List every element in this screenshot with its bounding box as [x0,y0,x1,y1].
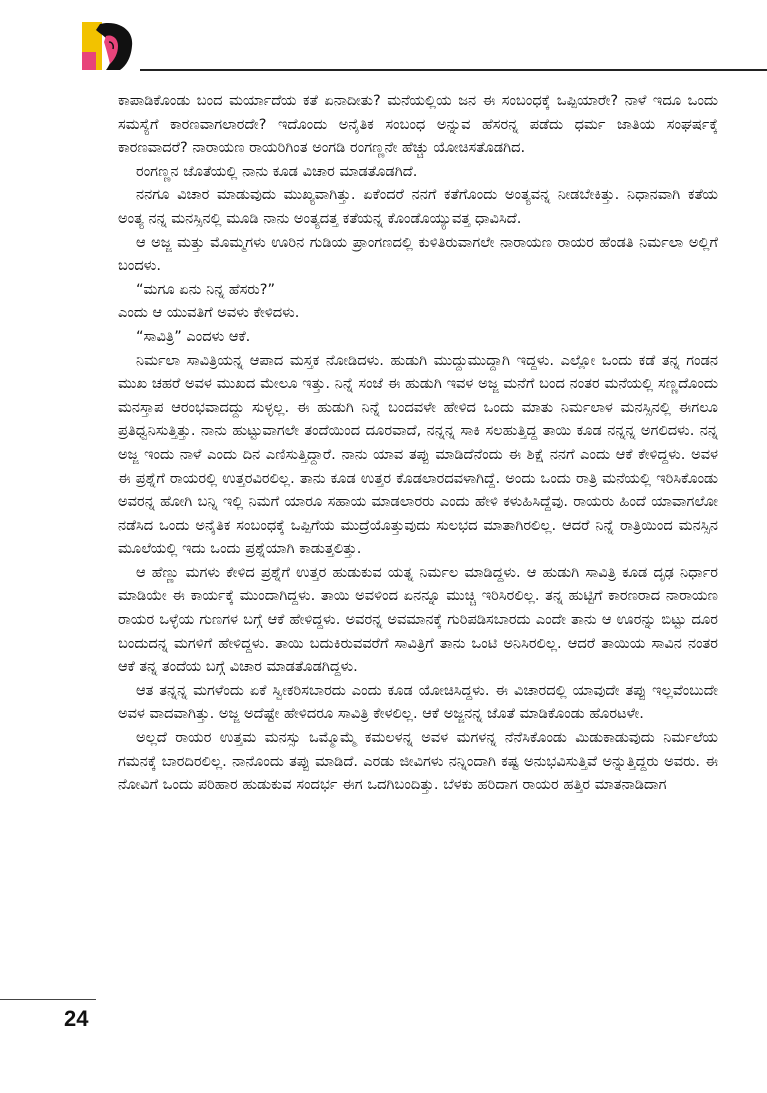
header-rule [140,69,767,71]
woman-portrait-logo-icon [82,22,140,70]
page-number: 24 [64,1006,89,1031]
paragraph: ನನಗೂ ವಿಚಾರ ಮಾಡುವುದು ಮುಖ್ಯವಾಗಿತ್ತು. ಏಕೆಂದರೆ ನನಗೆ ಕತೆಗೊಂದು ಅಂತ್ಯವನ್ನ ನೀಡಬೇಕಿತ್ತು. ನಿಧಾನವಾಗಿ ಕತೆಯ ಅಂತ್ಯ ನನ್ನ ಮನಸ್ಸಿನಲ್ಲಿ ಮೂಡಿ ನಾನು ಅಂತ್ಯದತ್ತ ಕತೆಯನ್ನ ಕೊಂಡೊಯ್ಯುವತ್ತ ಧಾವಿಸಿದೆ. [118,186,718,227]
footer-rule [0,999,96,1000]
paragraph: ಆ ಅಜ್ಜ ಮತ್ತು ಮೊಮ್ಮಗಳು ಊರಿನ ಗುಡಿಯ ಪ್ರಾಂಗಣದಲ್ಲಿ ಕುಳಿತಿರುವಾಗಲೇ ನಾರಾಯಣ ರಾಯರ ಹೆಂಡತಿ ನಿರ್ಮಲಾ ಅಲ್ಲಿಗೆ ಬಂದಳು. [118,233,718,275]
paragraph: “ಮಗೂ ಏನು ನಿನ್ನ ಹೆಸರು?” [136,280,276,298]
paragraph: ಅಲ್ಲದೆ ರಾಯರ ಉತ್ತಮ ಮನಸ್ಸು ಒಮ್ಮೊಮ್ಮೆ ಕಮಲಳನ್ನ ಅವಳ ಮಗಳನ್ನ ನೆನೆಸಿಕೊಂಡು ಮಿಡುಕಾಡುವುದು ನಿರ್ಮಲೆಯ ಗಮನಕ್ಕೆ ಬಾರದಿರಲಿಲ್ಲ. ನಾನೊಂದು ತಪ್ಪು ಮಾಡಿದೆ. ಎರಡು ಜೀವಿಗಳು ನನ್ನಿಂದಾಗಿ ಕಷ್ಟ ಅನುಭವಿಸುತ್ತಿವೆ ಅನ್ನುತ್ತಿದ್ದರು ಅವರು. ಈ ನೋವಿಗೆ ಒಂದು ಪರಿಹಾರ ಹುಡುಕುವ ಸಂದರ್ಭ ಈಗ ಒದಗಿಬಂದಿತ್ತು. ಬೆಳಕು ಹರಿದಾಗ ರಾಯರ ಹತ್ತಿರ ಮಾತನಾಡಿದಾಗ [118,729,718,794]
paragraph: ಆ ಹೆಣ್ಣು ಮಗಳು ಕೇಳಿದ ಪ್ರಶ್ನೆಗೆ ಉತ್ತರ ಹುಡುಕುವ ಯತ್ನ ನಿರ್ಮಲ ಮಾಡಿದ್ದಳು. ಆ ಹುಡುಗಿ ಸಾವಿತ್ರಿ ಕೂಡ ದೃಢ ನಿರ್ಧಾರ ಮಾಡಿಯೇ ಈ ಕಾರ್ಯಕ್ಕೆ ಮುಂದಾಗಿದ್ದಳು. ತಾಯಿ ಅವಳಿಂದ ಏನನ್ನೂ ಮುಚ್ಚಿ ಇರಿಸಿರಲಿಲ್ಲ. ತನ್ನ ಹುಟ್ಟಿಗೆ ಕಾರಣರಾದ ನಾರಾಯಣ ರಾಯರ ಒಳ್ಳೆಯ ಗುಣಗಳ ಬಗ್ಗೆ ಆಕೆ ಹೇಳಿದ್ದಳು. ಅವರನ್ನ ಅವಮಾನಕ್ಕೆ ಗುರಿಪಡಿಸಬಾರದು ಎಂದೇ ತಾನು ಆ ಊರನ್ನು ಬಿಟ್ಟು ದೂರ ಬಂದುದನ್ನ ಮಗಳಿಗೆ ಹೇಳಿದ್ದಳು. ತಾಯಿ ಬದುಕಿರುವವರೆಗೆ ಸಾವಿತ್ರಿಗೆ ತಾನು ಒಂಟಿ ಅನಿಸಿರಲಿಲ್ಲ. ಆದರೆ ತಾಯಿಯ ಸಾವಿನ ನಂತರ ಆಕೆ ತನ್ನ ತಂದೆಯ ಬಗ್ಗೆ ವಿಚಾರ ಮಾಡತೊಡಗಿದ್ದಳು. [118,563,718,676]
paragraph: ನಿರ್ಮಲಾ ಸಾವಿತ್ರಿಯನ್ನ ಆಪಾದ ಮಸ್ತಕ ನೋಡಿದಳು. ಹುಡುಗಿ ಮುದ್ದುಮುದ್ದಾಗಿ ಇದ್ದಳು. ಎಲ್ಲೋ ಒಂದು ಕಡೆ ತನ್ನ ಗಂಡನ ಮುಖ ಚಹರೆ ಅವಳ ಮುಖದ ಮೇಲೂ ಇತ್ತು. ನಿನ್ನೆ ಸಂಜೆ ಈ ಹುಡುಗಿ ಇವಳ ಅಜ್ಜ ಮನೆಗೆ ಬಂದ ನಂತರ ಮನೆಯಲ್ಲಿ ಸಣ್ಣದೊಂದು ಮನಸ್ತಾಪ ಆರಂಭವಾದದ್ದು ಸುಳ್ಳಲ್ಲ. ಈ ಹುಡುಗಿ ನಿನ್ನೆ ಬಂದವಳೇ ಹೇಳಿದ ಒಂದು ಮಾತು ನಿರ್ಮಲಾಳ ಮನಸ್ಸಿನಲ್ಲಿ ಈಗಲೂ ಪ್ರತಿಧ್ವನಿಸುತ್ತಿತ್ತು. ನಾನು ಹುಟ್ಟುವಾಗಲೇ ತಂದೆಯಿಂದ ದೂರವಾದೆ, ನನ್ನನ್ನ ಸಾಕಿ ಸಲಹುತ್ತಿದ್ದ ತಾಯಿ ಕೂಡ ನನ್ನನ್ನ ಅಗಲಿದಳು. ನನ್ನ ಅಜ್ಜ ಇಂದು ನಾಳೆ ಎಂದು ದಿನ ಎಣಿಸುತ್ತಿದ್ದಾರೆ. ನಾನು ಯಾವ ತಪ್ಪು ಮಾಡಿದೆನೆಂದು ಈ ಶಿಕ್ಷೆ ನನಗೆ ಎಂದು ಆಕೆ ಕೇಳಿದ್ದಳು. ಅವಳ ಈ ಪ್ರಶ್ನೆಗೆ ರಾಯರಲ್ಲಿ ಉತ್ತರವಿರಲಿಲ್ಲ. ತಾನು ಕೂಡ ಉತ್ತರ ಕೊಡಲಾರದವಳಾಗಿದ್ದೆ. ಅಂದು ಒಂದು ರಾತ್ರಿ ಮನೆಯಲ್ಲಿ ಇರಿಸಿಕೊಂಡು ಅವರನ್ನ ಹೋಗಿ ಬನ್ನಿ ಇಲ್ಲಿ ನಿಮಗೆ ಯಾರೂ ಸಹಾಯ ಮಾಡಲಾರರು ಎಂದು ಹೇಳಿ ಕಳುಹಿಸಿದ್ದೆವು. ರಾಯರು ಹಿಂದೆ ಯಾವಾಗಲೋ ನಡೆಸಿದ ಒಂದು ಅನೈತಿಕ ಸಂಬಂಧಕ್ಕೆ ಒಪ್ಪಿಗೆಯ ಮುದ್ರೆಯೊತ್ತುವುದು ಸುಲಭದ ಮಾತಾಗಿರಲಿಲ್ಲ. ಆದರೆ ನಿನ್ನೆ ರಾತ್ರಿಯಿಂದ ಮನಸ್ಸಿನ ಮೂಲೆಯಲ್ಲಿ ಇದು ಒಂದು ಪ್ರಶ್ನೆಯಾಗಿ ಕಾಡುತ್ತಲಿತ್ತು. [118,351,718,558]
paragraph: “ಸಾವಿತ್ರಿ” ಎಂದಳು ಆಕೆ. [136,327,251,345]
body-text [118,89,718,797]
paragraph: ಆತ ತನ್ನನ್ನ ಮಗಳೆಂದು ಏಕೆ ಸ್ವೀಕರಿಸಬಾರದು ಎಂದು ಕೂಡ ಯೋಚಿಸಿದ್ದಳು. ಈ ವಿಚಾರದಲ್ಲಿ ಯಾವುದೇ ತಪ್ಪು ಇಲ್ಲವೆಂಬುದೇ ಅವಳ ವಾದವಾಗಿತ್ತು. ಅಜ್ಜ ಅದೆಷ್ಟೇ ಹೇಳಿದರೂ ಸಾವಿತ್ರಿ ಕೇಳಲಿಲ್ಲ. ಆಕೆ ಅಜ್ಜನನ್ನ ಜೊತೆ ಮಾಡಿಕೊಂಡು ಹೊರಟಳೇ. [118,681,718,723]
paragraph: ರಂಗಣ್ಣನ ಜೊತೆಯಲ್ಲಿ ನಾನು ಕೂಡ ವಿಚಾರ ಮಾಡತೊಡಗಿದೆ. [136,162,418,180]
paragraph: ಕಾಪಾಡಿಕೊಂಡು ಬಂದ ಮರ್ಯಾದೆಯ ಕತೆ ಏನಾದೀತು? ಮನೆಯಲ್ಲಿಯ ಜನ ಈ ಸಂಬಂಧಕ್ಕೆ ಒಪ್ಪಿಯಾರೇ? ನಾಳೆ ಇದೂ ಒಂದು ಸಮಸ್ಯೆಗೆ ಕಾರಣವಾಗಲಾರದೇ? ಇದೊಂದು ಅನೈತಿಕ ಸಂಬಂಧ ಅನ್ನುವ ಹೆಸರನ್ನ ಪಡೆದು ಧರ್ಮ ಜಾತಿಯ ಸಂಘರ್ಷಕ್ಕೆ ಕಾರಣವಾದರೆ? ನಾರಾಯಣ ರಾಯರಿಗಿಂತ ಅಂಗಡಿ ರಂಗಣ್ಣನೇ ಹೆಚ್ಚು ಯೋಚಿಸತೊಡಗಿದ. [118,92,718,157]
paragraph: ಎಂದು ಆ ಯುವತಿಗೆ ಅವಳು ಕೇಳಿದಳು. [118,304,300,322]
